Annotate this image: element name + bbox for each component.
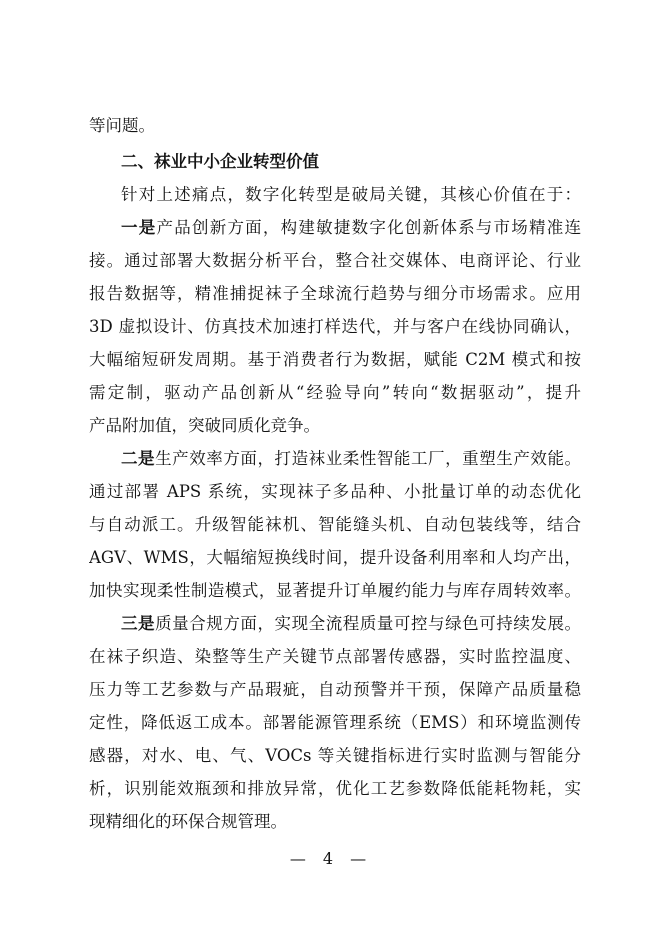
paragraph-1-line-5: 大幅缩短研发周期。基于消费者行为数据，赋能 C2M 模式和按: [89, 350, 581, 369]
paragraph-2-line-1-text: 生产效率方面，打造袜业柔性智能工厂，重塑生产效能。: [155, 449, 581, 468]
page-number: — 4 —: [289, 849, 373, 868]
intro-tail-text: 等问题。: [89, 116, 155, 135]
paragraph-2-line-5: 加快实现柔性制造模式，显著提升订单履约能力与库存周转效率。: [89, 581, 581, 600]
paragraph-2-line-4: AGV、WMS，大幅缩短换线时间，提升设备利用率和人均产出，: [89, 548, 581, 567]
paragraph-2-label: 二是: [121, 449, 156, 468]
paragraph-3-line-1-text: 质量合规方面，实现全流程质量可控与绿色可持续发展。: [155, 614, 581, 633]
paragraph-1-line-2: 接。通过部署大数据分析平台，整合社交媒体、电商评论、行业: [89, 251, 581, 270]
paragraph-1-label: 一是: [121, 218, 157, 237]
paragraph-2-line-3: 与自动派工。升级智能袜机、智能缝头机、自动包装线等，结合: [89, 515, 581, 534]
paragraph-1-line-4: 3D 虚拟设计、仿真技术加速打样迭代，并与客户在线协同确认，: [89, 317, 581, 336]
lead-sentence: 针对上述痛点，数字化转型是破局关键，其核心价值在于：: [121, 185, 581, 204]
paragraph-3-line-6: 析，识别能效瓶颈和排放异常，优化工艺参数降低能耗物耗，实: [89, 779, 581, 798]
paragraph-2-line-2: 通过部署 APS 系统，实现袜子多品种、小批量订单的动态优化: [89, 482, 581, 501]
paragraph-3-line-4: 定性，降低返工成本。部署能源管理系统（EMS）和环境监测传: [89, 713, 581, 732]
paragraph-3-line-2: 在袜子织造、染整等生产关键节点部署传感器，实时监控温度、: [89, 647, 581, 666]
paragraph-1-line-7: 产品附加值，突破同质化竞争。: [89, 416, 320, 435]
paragraph-3-line-7: 现精细化的环保合规管理。: [89, 812, 287, 831]
paragraph-3-line-1: [121, 612, 581, 636]
paragraph-3-line-3: 压力等工艺参数与产品瑕疵，自动预警并干预，保障产品质量稳: [89, 680, 581, 699]
paragraph-1-line-1-text: 产品创新方面，构建敏捷数字化创新体系与市场精准连: [156, 218, 581, 237]
paragraph-3-line-5: 感器，对水、电、气、VOCs 等关键指标进行实时监测与智能分: [89, 746, 581, 765]
paragraph-2-line-1: [121, 447, 581, 471]
paragraph-1-line-6: 需定制，驱动产品创新从“经验导向”转向“数据驱动”，提升: [89, 383, 581, 402]
paragraph-1-line-1: [121, 216, 581, 240]
paragraph-3-label: 三是: [121, 614, 156, 633]
paragraph-1-line-3: 报告数据等，精准捕捉袜子全球流行趋势与细分市场需求。应用: [89, 284, 581, 303]
section-heading: 二、袜业中小企业转型价值: [121, 152, 319, 171]
